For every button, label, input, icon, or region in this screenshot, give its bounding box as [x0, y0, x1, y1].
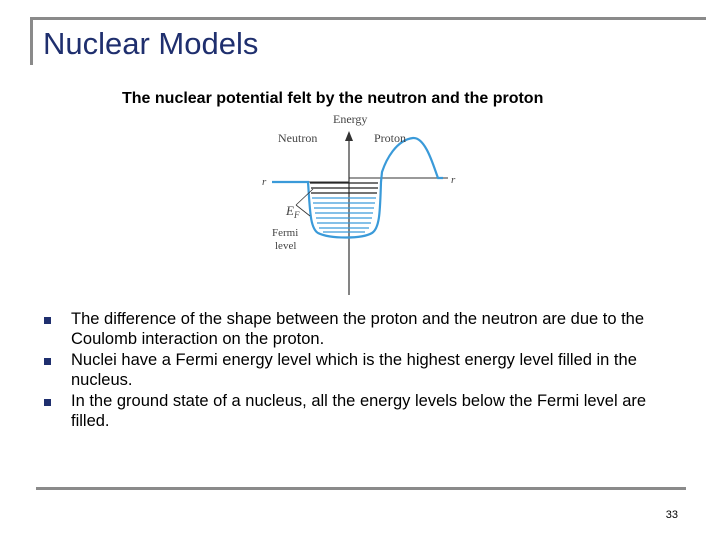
slide-title: Nuclear Models: [43, 26, 259, 61]
square-bullet-icon: [44, 399, 51, 406]
fermi-energy-symbol: E: [286, 203, 294, 218]
frame-left-line: [30, 17, 33, 65]
bullet-item: [44, 350, 684, 390]
neutron-label: Neutron: [278, 131, 318, 145]
r-label-left: r: [262, 176, 267, 188]
frame-bottom-line: [36, 487, 686, 490]
fermi-level-label-line2: level: [275, 240, 297, 252]
bullet-item: [44, 309, 684, 349]
fermi-level-label-line1: Fermi: [272, 227, 299, 239]
bullet-list: [44, 309, 684, 432]
nuclear-potential-figure: [250, 110, 465, 305]
energy-label: Energy: [333, 112, 368, 126]
bullet-text: Nuclei have a Fermi energy level which is the highest energy level filled in the nucleus.: [71, 351, 637, 389]
neutron-top-levels: [310, 183, 378, 193]
neutron-filled-levels: [312, 198, 376, 232]
r-label-right: r: [451, 174, 456, 186]
fermi-energy-subscript: F: [293, 210, 300, 220]
proton-label: Proton: [374, 131, 407, 145]
bullet-text: In the ground state of a nucleus, all the energy levels below the Fermi level are filled.: [71, 392, 647, 430]
energy-axis-arrow: [345, 131, 353, 141]
square-bullet-icon: [44, 358, 51, 365]
page-number: 33: [665, 509, 678, 521]
nuclear-potential-diagram: [250, 110, 465, 305]
square-bullet-icon: [44, 317, 51, 324]
figure-caption: The nuclear potential felt by the neutron and the proton: [122, 90, 544, 107]
bullet-text: The difference of the shape between the proton and the neutron are due to the Coulomb interaction on the proton.: [71, 310, 645, 348]
fermi-energy-label: [285, 203, 300, 220]
bullet-item: [44, 391, 684, 431]
frame-top-line: [30, 17, 706, 20]
